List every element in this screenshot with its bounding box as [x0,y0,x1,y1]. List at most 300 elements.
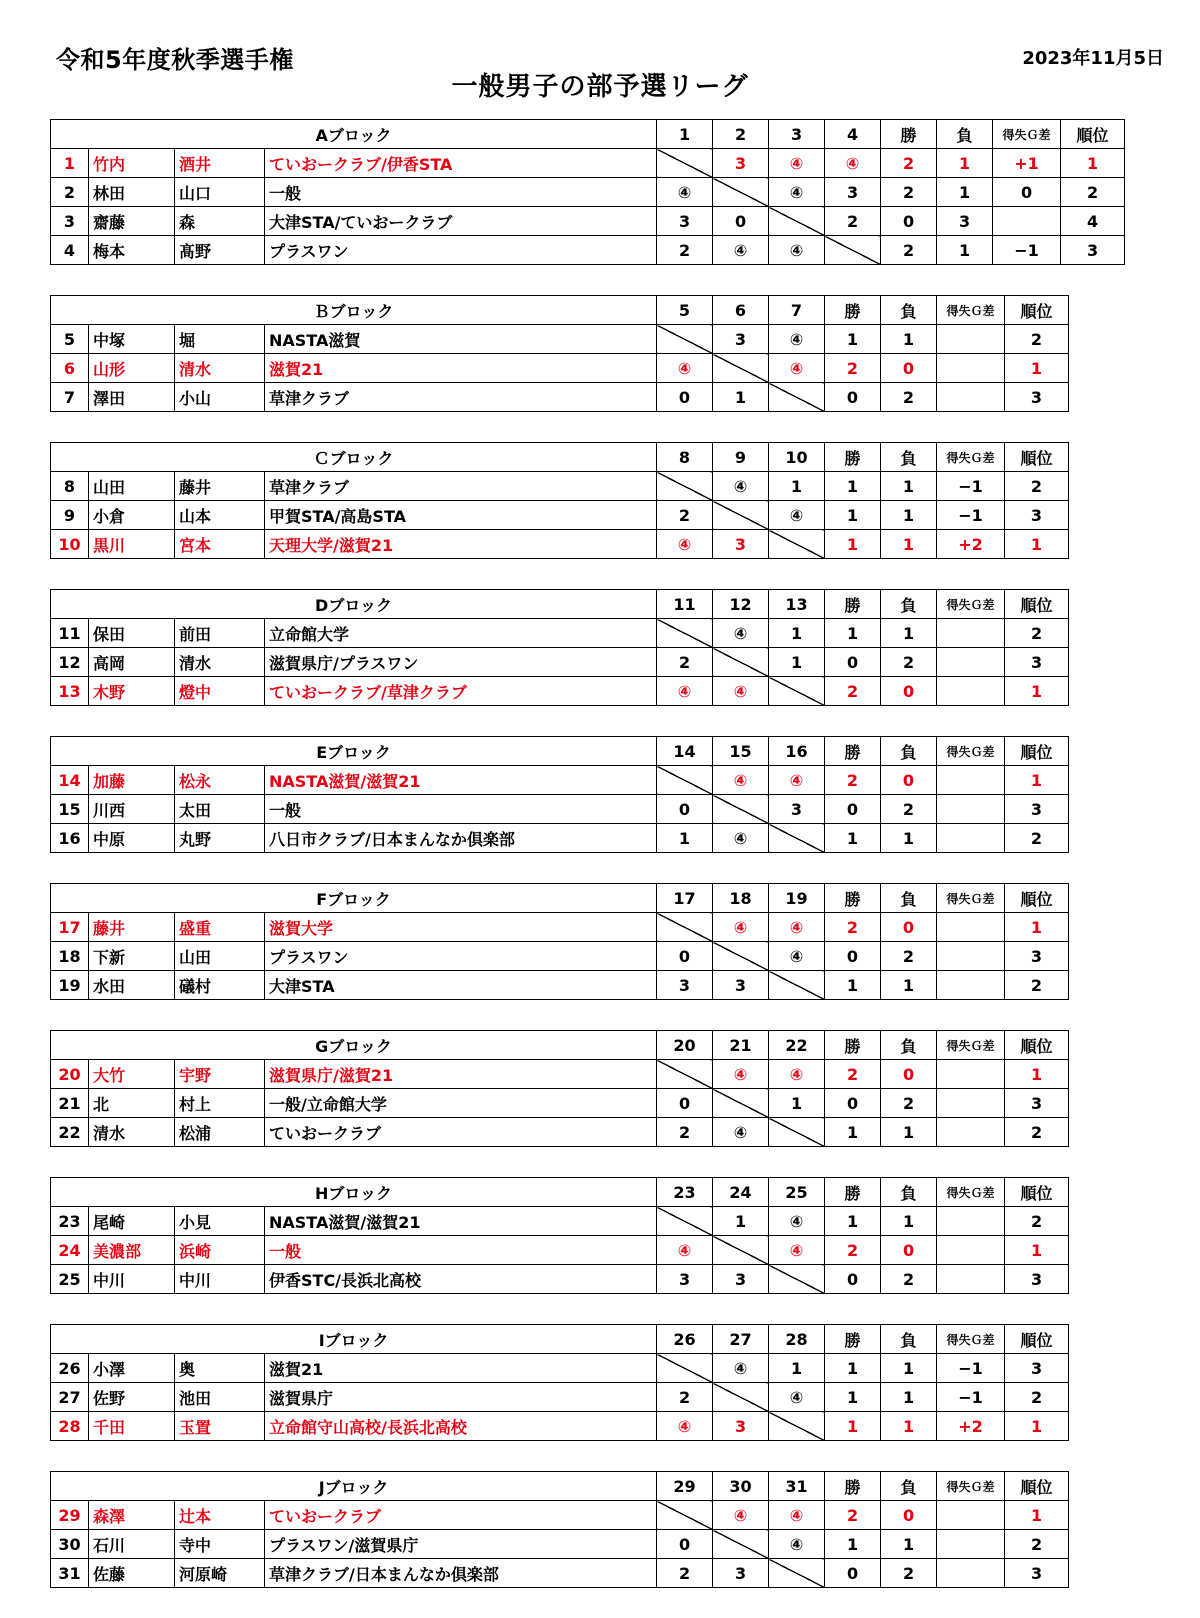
player-number: 20 [51,1060,89,1089]
self-cell [769,824,825,853]
wins-header: 勝 [825,737,881,766]
club-name: プラスワン [265,236,657,265]
score-cell: ④ [713,619,769,648]
player2-name: 奥 [175,1354,265,1383]
player2-name: 池田 [175,1383,265,1412]
table-row [51,1501,1069,1530]
score-cell: ④ [713,1354,769,1383]
col-header: 10 [769,443,825,472]
wins-cell: 1 [825,971,881,1000]
diff-cell [937,354,1005,383]
club-name: 草津クラブ [265,472,657,501]
rank-cell: 1 [1005,1412,1069,1441]
rank-cell: 2 [1005,325,1069,354]
wins-cell: 1 [825,1530,881,1559]
losses-cell: 1 [881,472,937,501]
self-cell [825,236,881,265]
wins-cell: 1 [825,1383,881,1412]
table-row [51,1530,1069,1559]
diff-cell: −1 [937,1383,1005,1412]
rank-cell: 3 [1005,1559,1069,1588]
player1-name: 小澤 [89,1354,175,1383]
losses-cell: 2 [881,383,937,412]
col-header: 18 [713,884,769,913]
club-name: NASTA滋賀/滋賀21 [265,766,657,795]
table-row [51,1354,1069,1383]
player1-name: 高岡 [89,648,175,677]
block-table [50,883,1069,1000]
rank-header: 順位 [1005,1178,1069,1207]
block-name: Iブロック [51,1325,657,1354]
club-name: プラスワン [265,942,657,971]
player-number: 24 [51,1236,89,1265]
player-number: 27 [51,1383,89,1412]
score-cell: ④ [769,913,825,942]
rank-header: 順位 [1005,1031,1069,1060]
score-cell: 0 [713,207,769,236]
wins-cell: 0 [825,795,881,824]
col-header: 27 [713,1325,769,1354]
wins-header: 勝 [825,1472,881,1501]
player-number: 31 [51,1559,89,1588]
rank-cell: 1 [1005,1236,1069,1265]
player2-name: 辻本 [175,1501,265,1530]
table-row [51,766,1069,795]
losses-cell: 1 [881,824,937,853]
score-cell: ④ [825,149,881,178]
table-row [51,1265,1069,1294]
score-cell: ④ [769,325,825,354]
club-name: 滋賀21 [265,354,657,383]
player1-name: 黒川 [89,530,175,559]
losses-cell: 2 [881,795,937,824]
rank-header: 順位 [1005,884,1069,913]
club-name: 滋賀県庁 [265,1383,657,1412]
losses-header: 負 [881,884,937,913]
col-header: 11 [657,590,713,619]
score-cell: 3 [713,325,769,354]
score-cell: 2 [657,648,713,677]
wins-cell: 1 [825,1354,881,1383]
player-number: 11 [51,619,89,648]
score-cell: ④ [769,1501,825,1530]
col-header: 28 [769,1325,825,1354]
table-row [51,472,1069,501]
score-cell: 2 [657,1383,713,1412]
diff-header: 得失Ｇ差 [937,590,1005,619]
club-name: 八日市クラブ/日本まんなか倶楽部 [265,824,657,853]
rank-cell: 3 [1005,795,1069,824]
self-cell [657,1060,713,1089]
losses-cell: 0 [881,1501,937,1530]
losses-cell: 2 [881,1265,937,1294]
col-header: 1 [657,120,713,149]
player1-name: 下新 [89,942,175,971]
self-cell [769,1265,825,1294]
diff-cell [937,325,1005,354]
losses-header: 負 [881,1325,937,1354]
club-name: 草津クラブ/日本まんなか倶楽部 [265,1559,657,1588]
score-cell: 1 [713,383,769,412]
losses-cell: 2 [881,1089,937,1118]
player1-name: 山形 [89,354,175,383]
player2-name: 森 [175,207,265,236]
diff-cell: −1 [937,472,1005,501]
score-cell: ④ [713,824,769,853]
player2-name: 浜崎 [175,1236,265,1265]
self-cell [713,501,769,530]
diff-cell [937,1089,1005,1118]
club-name: 滋賀県庁/滋賀21 [265,1060,657,1089]
col-header: 15 [713,737,769,766]
score-cell: 3 [713,1412,769,1441]
player-number: 17 [51,913,89,942]
diff-header: 得失Ｇ差 [937,1472,1005,1501]
self-cell [769,1559,825,1588]
diff-header: 得失Ｇ差 [937,443,1005,472]
diff-cell [937,795,1005,824]
player-number: 10 [51,530,89,559]
rank-cell: 3 [1061,236,1125,265]
club-name: 天理大学/滋賀21 [265,530,657,559]
block-table [50,736,1069,853]
score-cell: ④ [713,1060,769,1089]
rank-cell: 2 [1005,824,1069,853]
player-number: 4 [51,236,89,265]
block-table [50,1177,1069,1294]
rank-cell: 2 [1005,619,1069,648]
player2-name: 河原崎 [175,1559,265,1588]
player2-name: 村上 [175,1089,265,1118]
score-cell: ④ [713,766,769,795]
col-header: 25 [769,1178,825,1207]
table-row [51,1559,1069,1588]
score-cell: 3 [769,795,825,824]
score-cell: ④ [769,236,825,265]
score-cell: ④ [657,178,713,207]
player2-name: 山田 [175,942,265,971]
player2-name: 藤井 [175,472,265,501]
player-number: 28 [51,1412,89,1441]
col-header: 20 [657,1031,713,1060]
self-cell [713,354,769,383]
club-name: 一般/立命館大学 [265,1089,657,1118]
player1-name: 保田 [89,619,175,648]
self-cell [769,677,825,706]
score-cell: ④ [769,1383,825,1412]
score-cell: 3 [713,1559,769,1588]
player-number: 19 [51,971,89,1000]
block-table [50,442,1069,559]
diff-cell: +2 [937,1412,1005,1441]
col-header: 9 [713,443,769,472]
rank-cell: 1 [1005,1501,1069,1530]
club-name: ていおークラブ [265,1501,657,1530]
rank-cell: 3 [1005,648,1069,677]
diff-cell [937,1060,1005,1089]
wins-cell: 2 [825,1236,881,1265]
rank-cell: 3 [1005,383,1069,412]
score-cell: 0 [657,383,713,412]
player-number: 1 [51,149,89,178]
losses-header: 負 [881,1178,937,1207]
losses-header: 負 [881,296,937,325]
block-name: Jブロック [51,1472,657,1501]
score-cell: ④ [713,472,769,501]
wins-cell: 0 [825,1559,881,1588]
player-number: 14 [51,766,89,795]
self-cell [657,149,713,178]
losses-cell: 0 [881,1236,937,1265]
player1-name: 藤井 [89,913,175,942]
table-row [51,1060,1069,1089]
rank-header: 順位 [1005,1472,1069,1501]
club-name: 滋賀県庁/プラスワン [265,648,657,677]
rank-cell: 1 [1005,1060,1069,1089]
player2-name: 中川 [175,1265,265,1294]
table-row [51,149,1125,178]
score-cell: 1 [769,1354,825,1383]
page-subtitle: 一般男子の部予選リーグ [451,72,749,102]
wins-header: 勝 [825,296,881,325]
club-name: 滋賀21 [265,1354,657,1383]
block-name: Ｂブロック [51,296,657,325]
player2-name: 山本 [175,501,265,530]
player2-name: 宇野 [175,1060,265,1089]
player-number: 7 [51,383,89,412]
player-number: 12 [51,648,89,677]
losses-cell: 1 [881,619,937,648]
player1-name: 水田 [89,971,175,1000]
rank-cell: 1 [1005,530,1069,559]
player1-name: 尾崎 [89,1207,175,1236]
score-cell: ④ [657,354,713,383]
player2-name: 酒井 [175,149,265,178]
score-cell: 0 [657,1530,713,1559]
wins-header: 勝 [825,884,881,913]
player-number: 26 [51,1354,89,1383]
self-cell [769,1118,825,1147]
diff-cell [993,207,1061,236]
table-row [51,383,1069,412]
player2-name: 小山 [175,383,265,412]
rank-cell: 1 [1005,766,1069,795]
losses-cell: 1 [937,178,993,207]
diff-cell [937,824,1005,853]
score-cell: 2 [657,1118,713,1147]
table-row [51,619,1069,648]
club-name: 立命館大学 [265,619,657,648]
club-name: ていおークラブ/草津クラブ [265,677,657,706]
score-cell: ④ [713,913,769,942]
losses-header: 負 [937,120,993,149]
score-cell: 3 [657,1265,713,1294]
club-name: プラスワン/滋賀県庁 [265,1530,657,1559]
score-cell: ④ [713,1501,769,1530]
player1-name: 梅本 [89,236,175,265]
club-name: ていおークラブ [265,1118,657,1147]
score-cell: 1 [769,619,825,648]
block-table [50,1324,1069,1441]
rank-cell: 3 [1005,1089,1069,1118]
score-cell: 3 [657,971,713,1000]
score-cell: 2 [657,1559,713,1588]
player1-name: 中原 [89,824,175,853]
score-cell: ④ [769,149,825,178]
player-number: 15 [51,795,89,824]
player2-name: 小見 [175,1207,265,1236]
player-number: 25 [51,1265,89,1294]
col-header: 17 [657,884,713,913]
rank-cell: 2 [1005,1383,1069,1412]
wins-cell: 2 [825,1060,881,1089]
club-name: 立命館守山高校/長浜北高校 [265,1412,657,1441]
player2-name: 前田 [175,619,265,648]
self-cell [769,383,825,412]
self-cell [713,1383,769,1412]
self-cell [657,1354,713,1383]
block-name: Hブロック [51,1178,657,1207]
losses-cell: 1 [881,1412,937,1441]
rank-cell: 2 [1061,178,1125,207]
table-row [51,236,1125,265]
player1-name: 千田 [89,1412,175,1441]
player1-name: 大竹 [89,1060,175,1089]
losses-cell: 3 [937,207,993,236]
score-cell: ④ [657,1236,713,1265]
score-cell: 3 [713,149,769,178]
diff-cell [937,1207,1005,1236]
losses-cell: 1 [881,971,937,1000]
player2-name: 宮本 [175,530,265,559]
col-header: 5 [657,296,713,325]
table-row [51,824,1069,853]
losses-cell: 1 [881,1383,937,1412]
diff-cell [937,383,1005,412]
table-row [51,207,1125,236]
player2-name: 清水 [175,354,265,383]
table-row [51,942,1069,971]
score-cell: 2 [657,501,713,530]
diff-cell [937,942,1005,971]
col-header: 8 [657,443,713,472]
table-row [51,1412,1069,1441]
league-blocks [50,119,1125,1618]
losses-cell: 0 [881,913,937,942]
rank-cell: 1 [1005,677,1069,706]
wins-cell: 1 [825,530,881,559]
rank-cell: 3 [1005,501,1069,530]
wins-cell: 0 [881,207,937,236]
wins-cell: 2 [881,236,937,265]
table-row [51,648,1069,677]
player1-name: 澤田 [89,383,175,412]
self-cell [769,1412,825,1441]
wins-cell: 2 [825,354,881,383]
wins-cell: 0 [825,1265,881,1294]
diff-cell [937,1530,1005,1559]
score-cell: ④ [769,354,825,383]
club-name: 大津STA/ていおークラブ [265,207,657,236]
rank-cell: 3 [1005,1354,1069,1383]
col-header: 26 [657,1325,713,1354]
wins-header: 勝 [825,1178,881,1207]
losses-cell: 1 [881,501,937,530]
diff-header: 得失Ｇ差 [937,1325,1005,1354]
table-row [51,501,1069,530]
col-header: 7 [769,296,825,325]
self-cell [657,619,713,648]
player-number: 5 [51,325,89,354]
losses-cell: 1 [881,325,937,354]
self-cell [657,472,713,501]
wins-cell: 2 [825,766,881,795]
club-name: 一般 [265,178,657,207]
wins-cell: 2 [825,677,881,706]
score-cell: 3 [657,207,713,236]
self-cell [713,795,769,824]
club-name: 甲賀STA/高島STA [265,501,657,530]
player1-name: 加藤 [89,766,175,795]
player-number: 18 [51,942,89,971]
wins-cell: 0 [825,1089,881,1118]
player-number: 30 [51,1530,89,1559]
score-cell: ④ [769,178,825,207]
rank-cell: 1 [1005,354,1069,383]
club-name: NASTA滋賀/滋賀21 [265,1207,657,1236]
self-cell [713,1530,769,1559]
player2-name: 松浦 [175,1118,265,1147]
diff-header: 得失Ｇ差 [937,296,1005,325]
player1-name: 中塚 [89,325,175,354]
score-cell: ④ [769,501,825,530]
diff-header: 得失Ｇ差 [937,737,1005,766]
losses-header: 負 [881,737,937,766]
player2-name: 丸野 [175,824,265,853]
score-cell: ④ [769,766,825,795]
col-header: 13 [769,590,825,619]
diff-cell: −1 [937,501,1005,530]
diff-cell [937,971,1005,1000]
block-table [50,589,1069,706]
player-number: 9 [51,501,89,530]
wins-cell: 1 [825,1207,881,1236]
player-number: 16 [51,824,89,853]
player1-name: 林田 [89,178,175,207]
club-name: 一般 [265,1236,657,1265]
club-name: 草津クラブ [265,383,657,412]
player1-name: 美濃部 [89,1236,175,1265]
table-row [51,1383,1069,1412]
diff-cell [937,913,1005,942]
wins-cell: 1 [825,619,881,648]
diff-cell: 0 [993,178,1061,207]
score-cell: 3 [713,1265,769,1294]
diff-cell [937,766,1005,795]
self-cell [713,1089,769,1118]
score-cell: 0 [657,795,713,824]
losses-cell: 1 [937,236,993,265]
score-cell: ④ [713,236,769,265]
wins-header: 勝 [825,1031,881,1060]
player1-name: 石川 [89,1530,175,1559]
self-cell [657,1501,713,1530]
diff-cell: +1 [993,149,1061,178]
score-cell: 1 [769,648,825,677]
player1-name: 佐藤 [89,1559,175,1588]
col-header: 6 [713,296,769,325]
col-header: 29 [657,1472,713,1501]
